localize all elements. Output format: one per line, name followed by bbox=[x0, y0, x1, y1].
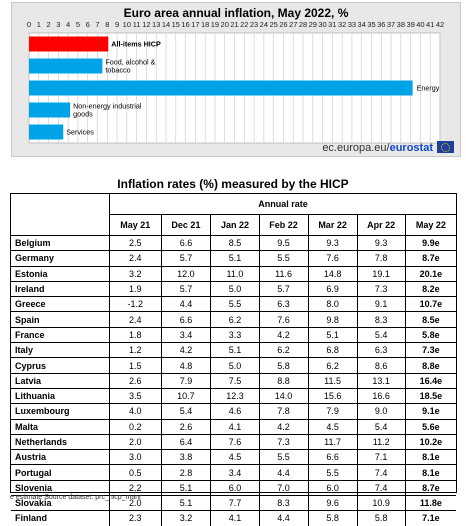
rate-cell: 2.0 bbox=[110, 496, 162, 511]
column-header: May 22 bbox=[405, 215, 456, 236]
rate-cell: 9.0 bbox=[357, 404, 405, 419]
rate-cell: 11.6 bbox=[259, 266, 308, 281]
rate-cell: 6.2 bbox=[211, 312, 259, 327]
rate-cell: 3.4 bbox=[161, 327, 211, 342]
rate-cell: 5.8 bbox=[308, 511, 357, 526]
rate-cell: 7.4 bbox=[357, 480, 405, 495]
bar bbox=[29, 59, 102, 74]
rate-cell: 6.4 bbox=[161, 434, 211, 449]
country-cell: Greece bbox=[11, 297, 110, 312]
source-url: ec.europa.eu/ bbox=[322, 142, 390, 154]
rate-cell: 2.6 bbox=[161, 419, 211, 434]
x-tick-label: 32 bbox=[337, 20, 347, 29]
column-header: May 21 bbox=[110, 215, 162, 236]
x-tick-label: 39 bbox=[406, 20, 415, 29]
x-tick-label: 13 bbox=[152, 20, 161, 29]
bar-category-label bbox=[111, 40, 161, 49]
rate-cell: 5.5 bbox=[259, 450, 308, 465]
x-tick-label: 20 bbox=[220, 20, 229, 29]
x-tick-label: 22 bbox=[240, 20, 249, 29]
table-row bbox=[11, 373, 456, 388]
country-cell: Spain bbox=[11, 312, 110, 327]
x-tick-label: 1 bbox=[36, 20, 41, 29]
x-tick-label: 11 bbox=[132, 20, 141, 29]
x-tick-label: 17 bbox=[191, 20, 200, 29]
bar bbox=[29, 125, 63, 140]
rate-cell: 3.5 bbox=[110, 388, 162, 403]
rate-cell: 1.5 bbox=[110, 358, 162, 373]
rate-cell: 5.1 bbox=[161, 480, 211, 495]
rate-cell: 8.5e bbox=[405, 312, 456, 327]
rate-cell: 5.1 bbox=[211, 251, 259, 266]
rate-cell: 2.5 bbox=[110, 236, 162, 251]
x-tick-label: 3 bbox=[56, 20, 61, 29]
rate-cell: 5.8 bbox=[357, 511, 405, 526]
footnote: e estimate Source dataset: prc_hicp_manr bbox=[10, 494, 142, 501]
rate-cell: 10.7 bbox=[161, 388, 211, 403]
rate-cell: 8.1e bbox=[405, 450, 456, 465]
rate-cell: 3.0 bbox=[110, 450, 162, 465]
rate-cell: 6.0 bbox=[308, 480, 357, 495]
rate-cell: 9.3 bbox=[308, 236, 357, 251]
x-tick-label: 34 bbox=[357, 20, 366, 29]
x-tick-label: 21 bbox=[230, 20, 239, 29]
rate-cell: 5.5 bbox=[211, 297, 259, 312]
rate-cell: 4.2 bbox=[259, 419, 308, 434]
rate-cell: 5.1 bbox=[211, 343, 259, 358]
bar-category-label-line: tobacco bbox=[105, 65, 131, 75]
rate-cell: 19.1 bbox=[357, 266, 405, 281]
column-header-row bbox=[11, 215, 456, 236]
table-row bbox=[11, 251, 456, 266]
x-tick-label: 0 bbox=[26, 20, 32, 29]
x-tick-label: 8 bbox=[105, 20, 110, 29]
rate-cell: 20.1e bbox=[405, 266, 456, 281]
rate-cell: 7.9 bbox=[161, 373, 211, 388]
rate-cell: 7.5 bbox=[211, 373, 259, 388]
inflation-bar-chart-panel bbox=[11, 2, 461, 157]
x-tick-label: 36 bbox=[377, 20, 386, 29]
rate-cell: 5.8e bbox=[405, 327, 456, 342]
rate-cell: 6.6 bbox=[308, 450, 357, 465]
table-row bbox=[11, 388, 456, 403]
rate-cell: 9.1 bbox=[357, 297, 405, 312]
rate-cell: 12.0 bbox=[161, 266, 211, 281]
table-row bbox=[11, 434, 456, 449]
rate-cell: 4.8 bbox=[161, 358, 211, 373]
source-label bbox=[322, 142, 433, 154]
rate-cell: 1.8 bbox=[110, 327, 162, 342]
rate-cell: 7.3 bbox=[259, 434, 308, 449]
rate-cell: 9.8 bbox=[308, 312, 357, 327]
rate-cell: 7.8 bbox=[357, 251, 405, 266]
country-cell: Belgium bbox=[11, 236, 110, 251]
rate-cell: 18.5e bbox=[405, 388, 456, 403]
rate-cell: 2.0 bbox=[110, 434, 162, 449]
rate-cell: 9.5 bbox=[259, 236, 308, 251]
rate-cell: 11.2 bbox=[357, 434, 405, 449]
rate-cell: 8.6 bbox=[357, 358, 405, 373]
rate-cell: 8.5 bbox=[211, 236, 259, 251]
rate-cell: 2.3 bbox=[110, 511, 162, 526]
x-tick-label: 18 bbox=[200, 20, 210, 29]
rate-cell: 4.5 bbox=[211, 450, 259, 465]
table-corner-cell bbox=[11, 194, 110, 215]
rate-cell: 5.0 bbox=[211, 358, 259, 373]
bar-category-label-line: Services bbox=[66, 127, 94, 137]
x-tick-label: 26 bbox=[279, 20, 288, 29]
x-tick-label: 40 bbox=[416, 20, 425, 29]
country-cell: Finland bbox=[11, 511, 110, 526]
x-tick-label: 7 bbox=[95, 20, 100, 29]
table-row bbox=[11, 358, 456, 373]
rate-cell: 5.1 bbox=[161, 496, 211, 511]
rate-cell: 6.9 bbox=[308, 281, 357, 296]
rate-cell: 2.6 bbox=[110, 373, 162, 388]
country-cell: Slovakia bbox=[11, 496, 110, 511]
inflation-bar-chart bbox=[12, 3, 460, 156]
table-row bbox=[11, 465, 456, 480]
x-tick-label: 14 bbox=[161, 20, 171, 29]
x-tick-label: 31 bbox=[328, 20, 337, 29]
rate-cell: 3.3 bbox=[211, 327, 259, 342]
rate-cell: 8.7e bbox=[405, 251, 456, 266]
x-tick-label: 6 bbox=[85, 20, 90, 29]
group-header: Annual rate bbox=[110, 194, 457, 215]
column-header: Dec 21 bbox=[161, 215, 211, 236]
rate-cell: 4.4 bbox=[161, 297, 211, 312]
rate-cell: 4.2 bbox=[161, 343, 211, 358]
rate-cell: 7.6 bbox=[259, 312, 308, 327]
bar-category-label-line: Energy bbox=[416, 83, 440, 93]
country-cell: Ireland bbox=[11, 281, 110, 296]
country-cell: Austria bbox=[11, 450, 110, 465]
table-title: Inflation rates (%) measured by the HICP bbox=[117, 177, 349, 191]
table-row bbox=[11, 419, 456, 434]
rate-cell: 4.1 bbox=[211, 419, 259, 434]
table-row bbox=[11, 236, 456, 251]
rate-cell: 11.8e bbox=[405, 496, 456, 511]
column-header: Jan 22 bbox=[211, 215, 259, 236]
table-row bbox=[11, 404, 456, 419]
rate-cell: 10.7e bbox=[405, 297, 456, 312]
rate-cell: 4.6 bbox=[211, 404, 259, 419]
column-header: Mar 22 bbox=[308, 215, 357, 236]
x-tick-label: 9 bbox=[114, 20, 120, 29]
rate-cell: 8.8 bbox=[259, 373, 308, 388]
rate-cell: 1.2 bbox=[110, 343, 162, 358]
rate-cell: 4.5 bbox=[308, 419, 357, 434]
rate-cell: 6.3 bbox=[357, 343, 405, 358]
table-row bbox=[11, 312, 456, 327]
table-row bbox=[11, 450, 456, 465]
rate-cell: 6.0 bbox=[211, 480, 259, 495]
x-tick-label: 25 bbox=[269, 20, 278, 29]
x-tick-label: 16 bbox=[181, 20, 190, 29]
rate-cell: 8.0 bbox=[308, 297, 357, 312]
x-tick-label: 29 bbox=[308, 20, 317, 29]
rate-cell: 11.7 bbox=[308, 434, 357, 449]
rate-cell: 1.9 bbox=[110, 281, 162, 296]
rate-cell: 7.8 bbox=[259, 404, 308, 419]
rate-cell: 13.1 bbox=[357, 373, 405, 388]
x-tick-label: 4 bbox=[66, 20, 71, 29]
rate-cell: 14.8 bbox=[308, 266, 357, 281]
rate-cell: 6.6 bbox=[161, 236, 211, 251]
rate-cell: 10.9 bbox=[357, 496, 405, 511]
rate-cell: 5.5 bbox=[259, 251, 308, 266]
rate-cell: 7.9 bbox=[308, 404, 357, 419]
bar bbox=[29, 37, 108, 52]
country-cell: Latvia bbox=[11, 373, 110, 388]
x-tick-label: 42 bbox=[435, 20, 445, 29]
x-tick-label: 35 bbox=[367, 20, 376, 29]
rate-cell: 11.0 bbox=[211, 266, 259, 281]
column-header: Feb 22 bbox=[259, 215, 308, 236]
rate-cell: 5.6e bbox=[405, 419, 456, 434]
rate-cell: 8.3 bbox=[259, 496, 308, 511]
bar-category-label-line: Non-energy industrial bbox=[73, 101, 142, 111]
bar-category-label-line: All-items HICP bbox=[111, 39, 161, 49]
bar-category-label bbox=[66, 128, 94, 137]
bar bbox=[29, 81, 413, 96]
country-cell: Luxembourg bbox=[11, 404, 110, 419]
x-tick-label: 23 bbox=[249, 20, 259, 29]
rate-cell: 6.2 bbox=[259, 343, 308, 358]
rate-cell: 6.8 bbox=[308, 343, 357, 358]
rate-cell: 4.4 bbox=[259, 465, 308, 480]
rate-cell: 0.2 bbox=[110, 419, 162, 434]
country-cell: Portugal bbox=[11, 465, 110, 480]
country-cell: Lithuania bbox=[11, 388, 110, 403]
rate-cell: 5.1 bbox=[308, 327, 357, 342]
rate-cell: 5.7 bbox=[161, 281, 211, 296]
rate-cell: 3.4 bbox=[211, 465, 259, 480]
rate-cell: 7.3e bbox=[405, 343, 456, 358]
rate-cell: 0.5 bbox=[110, 465, 162, 480]
rate-cell: 6.6 bbox=[161, 312, 211, 327]
country-cell: Netherlands bbox=[11, 434, 110, 449]
rate-cell: 7.0 bbox=[259, 480, 308, 495]
rate-cell: 16.4e bbox=[405, 373, 456, 388]
rate-cell: 5.4 bbox=[161, 404, 211, 419]
rate-cell: 3.2 bbox=[110, 266, 162, 281]
rate-cell: 9.6 bbox=[308, 496, 357, 511]
rate-cell: 5.8 bbox=[259, 358, 308, 373]
rate-cell: 7.7 bbox=[211, 496, 259, 511]
rate-cell: 14.0 bbox=[259, 388, 308, 403]
rate-cell: 16.6 bbox=[357, 388, 405, 403]
country-header-cell bbox=[11, 215, 110, 236]
country-cell: Malta bbox=[11, 419, 110, 434]
x-tick-label: 19 bbox=[210, 20, 220, 29]
rate-cell: 4.1 bbox=[211, 511, 259, 526]
x-tick-label: 12 bbox=[142, 20, 151, 29]
chart-title: Euro area annual inflation, May 2022, % bbox=[123, 6, 349, 20]
x-tick-label: 5 bbox=[75, 20, 81, 29]
rate-cell: 3.2 bbox=[161, 511, 211, 526]
rate-cell: 8.3 bbox=[357, 312, 405, 327]
column-header: Apr 22 bbox=[357, 215, 405, 236]
country-cell: Cyprus bbox=[11, 358, 110, 373]
x-tick-label: 2 bbox=[46, 20, 51, 29]
x-tick-label: 27 bbox=[289, 20, 298, 29]
bar bbox=[29, 103, 70, 118]
rate-cell: 10.2e bbox=[405, 434, 456, 449]
x-tick-label: 41 bbox=[426, 20, 435, 29]
rate-cell: 8.7e bbox=[405, 480, 456, 495]
rate-cell: 12.3 bbox=[211, 388, 259, 403]
bar-category-label-line: Food, alcohol & bbox=[105, 57, 156, 67]
table-row bbox=[11, 343, 456, 358]
rate-cell: 6.3 bbox=[259, 297, 308, 312]
rate-cell: 9.1e bbox=[405, 404, 456, 419]
rate-cell: 8.8e bbox=[405, 358, 456, 373]
rate-cell: 5.7 bbox=[259, 281, 308, 296]
country-cell: France bbox=[11, 327, 110, 342]
rate-cell: 15.6 bbox=[308, 388, 357, 403]
x-tick-label: 30 bbox=[318, 20, 327, 29]
rate-cell: 9.9e bbox=[405, 236, 456, 251]
rate-cell: 7.3 bbox=[357, 281, 405, 296]
rate-cell: 5.5 bbox=[308, 465, 357, 480]
country-cell: Estonia bbox=[11, 266, 110, 281]
rate-cell: 3.8 bbox=[161, 450, 211, 465]
rate-cell: 7.6 bbox=[211, 434, 259, 449]
table-row bbox=[11, 327, 456, 342]
rate-cell: 5.0 bbox=[211, 281, 259, 296]
rate-cell: 11.5 bbox=[308, 373, 357, 388]
eu-flag-icon bbox=[437, 141, 454, 153]
rate-cell: 4.4 bbox=[259, 511, 308, 526]
source-brand: eurostat bbox=[389, 142, 433, 154]
rate-cell: 2.8 bbox=[161, 465, 211, 480]
rate-cell: 7.1 bbox=[357, 450, 405, 465]
x-tick-label: 28 bbox=[298, 20, 308, 29]
rate-cell: 7.4 bbox=[357, 465, 405, 480]
table-row bbox=[11, 266, 456, 281]
bar-category-label bbox=[417, 84, 440, 93]
rate-cell: 7.6 bbox=[308, 251, 357, 266]
rate-cell: 7.1e bbox=[422, 513, 440, 524]
x-tick-label: 24 bbox=[259, 20, 269, 29]
country-cell: Slovenia bbox=[11, 480, 110, 495]
rate-cell: 5.7 bbox=[161, 251, 211, 266]
rate-cell: 2.4 bbox=[110, 312, 162, 327]
table-row bbox=[11, 297, 456, 312]
country-cell: Italy bbox=[11, 343, 110, 358]
x-tick-label: 10 bbox=[122, 20, 132, 29]
rate-cell: 9.3 bbox=[357, 236, 405, 251]
rate-cell: 4.2 bbox=[259, 327, 308, 342]
table-row bbox=[11, 281, 456, 296]
x-tick-label: 38 bbox=[396, 20, 406, 29]
rate-cell: 4.0 bbox=[110, 404, 162, 419]
rate-cell: 8.2e bbox=[405, 281, 456, 296]
bar-category-label-line: goods bbox=[73, 109, 93, 119]
rate-cell: -1.2 bbox=[110, 297, 162, 312]
table-row bbox=[11, 511, 456, 526]
rate-cell: 6.2 bbox=[308, 358, 357, 373]
x-tick-label: 37 bbox=[386, 20, 396, 29]
country-cell: Germany bbox=[11, 251, 110, 266]
rate-cell: 2.2 bbox=[110, 480, 162, 495]
rate-cell: 8.1e bbox=[405, 465, 456, 480]
x-tick-label: 15 bbox=[171, 20, 180, 29]
rate-cell: 5.4 bbox=[357, 419, 405, 434]
rate-cell: 5.4 bbox=[357, 327, 405, 342]
x-tick-label: 33 bbox=[347, 20, 357, 29]
rate-cell: 2.4 bbox=[110, 251, 162, 266]
